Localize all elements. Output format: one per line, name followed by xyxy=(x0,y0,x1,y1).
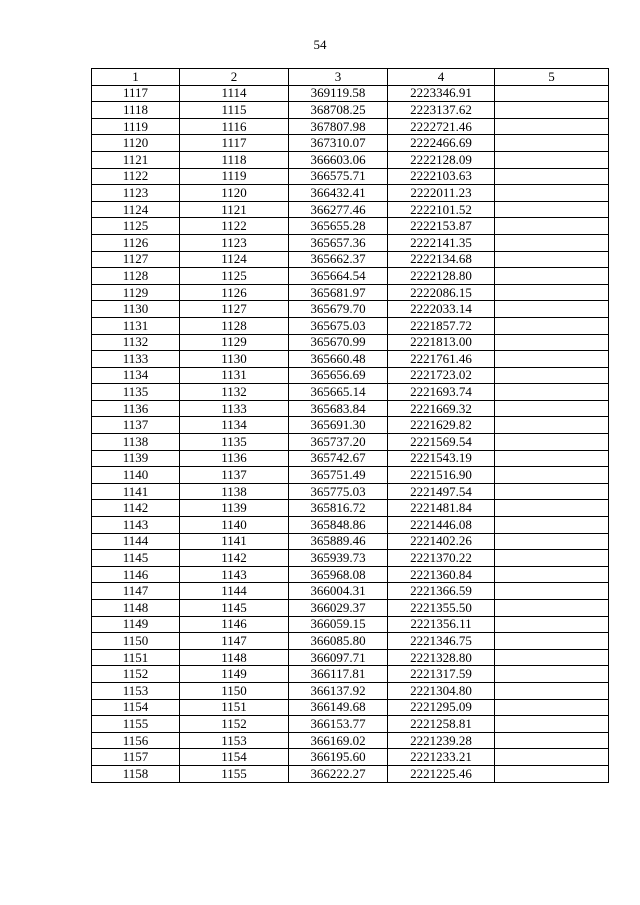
table-cell-col-1: 1129 xyxy=(92,284,180,301)
table-cell-col-3: 366004.31 xyxy=(289,583,388,600)
table-row xyxy=(92,102,609,119)
table-cell-col-5 xyxy=(495,151,609,168)
table-row xyxy=(92,234,609,251)
table-cell-col-5 xyxy=(495,135,609,152)
table-row xyxy=(92,268,609,285)
table-cell-col-2: 1129 xyxy=(180,334,289,351)
table-cell-col-1: 1126 xyxy=(92,234,180,251)
table-cell-col-4: 2221370.22 xyxy=(388,550,495,567)
table-cell-col-3: 365775.03 xyxy=(289,483,388,500)
table-cell-col-4: 2222134.68 xyxy=(388,251,495,268)
table-cell-col-2: 1154 xyxy=(180,749,289,766)
table-cell-col-2: 1135 xyxy=(180,434,289,451)
table-cell-col-2: 1131 xyxy=(180,367,289,384)
table-cell-col-3: 365664.54 xyxy=(289,268,388,285)
table-cell-col-4: 2223137.62 xyxy=(388,102,495,119)
table-row xyxy=(92,218,609,235)
table-cell-col-1: 1134 xyxy=(92,367,180,384)
table-cell-col-1: 1148 xyxy=(92,600,180,617)
table-cell-col-3: 365681.97 xyxy=(289,284,388,301)
table-cell-col-4: 2221497.54 xyxy=(388,483,495,500)
table-cell-col-5 xyxy=(495,218,609,235)
table-cell-col-4: 2222721.46 xyxy=(388,118,495,135)
table-row xyxy=(92,185,609,202)
table-cell-col-4: 2221328.80 xyxy=(388,649,495,666)
table-cell-col-4: 2221356.11 xyxy=(388,616,495,633)
table-cell-col-1: 1138 xyxy=(92,434,180,451)
column-header-4: 4 xyxy=(388,69,495,86)
table-cell-col-3: 365675.03 xyxy=(289,317,388,334)
table-cell-col-5 xyxy=(495,500,609,517)
table-cell-col-5 xyxy=(495,118,609,135)
table-cell-col-1: 1141 xyxy=(92,483,180,500)
table-cell-col-2: 1146 xyxy=(180,616,289,633)
table-row xyxy=(92,633,609,650)
table-cell-col-3: 365679.70 xyxy=(289,301,388,318)
table-cell-col-3: 365939.73 xyxy=(289,550,388,567)
table-row xyxy=(92,616,609,633)
table-cell-col-2: 1151 xyxy=(180,699,289,716)
table-cell-col-1: 1119 xyxy=(92,118,180,135)
table-cell-col-5 xyxy=(495,732,609,749)
table-cell-col-4: 2222128.80 xyxy=(388,268,495,285)
table-cell-col-1: 1157 xyxy=(92,749,180,766)
column-header-3: 3 xyxy=(289,69,388,86)
table-cell-col-2: 1122 xyxy=(180,218,289,235)
table-cell-col-2: 1144 xyxy=(180,583,289,600)
table-cell-col-4: 2221543.19 xyxy=(388,450,495,467)
table-cell-col-4: 2222103.63 xyxy=(388,168,495,185)
table-cell-col-1: 1149 xyxy=(92,616,180,633)
table-cell-col-4: 2221669.32 xyxy=(388,400,495,417)
table-cell-col-3: 365751.49 xyxy=(289,467,388,484)
table-cell-col-1: 1152 xyxy=(92,666,180,683)
table-row xyxy=(92,600,609,617)
table-row xyxy=(92,450,609,467)
table-cell-col-5 xyxy=(495,450,609,467)
table-cell-col-4: 2221402.26 xyxy=(388,533,495,550)
table-cell-col-2: 1123 xyxy=(180,234,289,251)
table-row xyxy=(92,467,609,484)
table-cell-col-3: 365662.37 xyxy=(289,251,388,268)
table-cell-col-2: 1147 xyxy=(180,633,289,650)
table-cell-col-1: 1142 xyxy=(92,500,180,517)
table-cell-col-2: 1132 xyxy=(180,384,289,401)
column-header-5: 5 xyxy=(495,69,609,86)
table-cell-col-2: 1127 xyxy=(180,301,289,318)
table-cell-col-1: 1118 xyxy=(92,102,180,119)
table-cell-col-4: 2221569.54 xyxy=(388,434,495,451)
table-cell-col-3: 365968.08 xyxy=(289,566,388,583)
table-cell-col-4: 2221366.59 xyxy=(388,583,495,600)
table-row xyxy=(92,367,609,384)
table-cell-col-2: 1142 xyxy=(180,550,289,567)
table-cell-col-4: 2221516.90 xyxy=(388,467,495,484)
table-cell-col-2: 1152 xyxy=(180,716,289,733)
column-header-1: 1 xyxy=(92,69,180,86)
table-cell-col-3: 365665.14 xyxy=(289,384,388,401)
table-cell-col-5 xyxy=(495,301,609,318)
table-cell-col-5 xyxy=(495,400,609,417)
table-cell-col-5 xyxy=(495,699,609,716)
table-cell-col-2: 1133 xyxy=(180,400,289,417)
table-row xyxy=(92,666,609,683)
table-cell-col-5 xyxy=(495,616,609,633)
table-cell-col-1: 1156 xyxy=(92,732,180,749)
table-cell-col-1: 1147 xyxy=(92,583,180,600)
table-cell-col-3: 367807.98 xyxy=(289,118,388,135)
table-cell-col-2: 1125 xyxy=(180,268,289,285)
table-cell-col-3: 365655.28 xyxy=(289,218,388,235)
table-cell-col-2: 1119 xyxy=(180,168,289,185)
table-cell-col-4: 2222153.87 xyxy=(388,218,495,235)
table-cell-col-1: 1144 xyxy=(92,533,180,550)
table-cell-col-1: 1131 xyxy=(92,317,180,334)
table-row xyxy=(92,334,609,351)
table-cell-col-1: 1136 xyxy=(92,400,180,417)
table-cell-col-4: 2222466.69 xyxy=(388,135,495,152)
table-row xyxy=(92,118,609,135)
table-cell-col-4: 2221446.08 xyxy=(388,517,495,534)
table-cell-col-1: 1158 xyxy=(92,765,180,782)
table-cell-col-3: 365683.84 xyxy=(289,400,388,417)
table-cell-col-1: 1128 xyxy=(92,268,180,285)
table-cell-col-4: 2221355.50 xyxy=(388,600,495,617)
table-cell-col-2: 1116 xyxy=(180,118,289,135)
table-cell-col-5 xyxy=(495,716,609,733)
table-row xyxy=(92,550,609,567)
table-cell-col-3: 366117.81 xyxy=(289,666,388,683)
table-cell-col-4: 2223346.91 xyxy=(388,85,495,102)
table-cell-col-2: 1115 xyxy=(180,102,289,119)
table-row xyxy=(92,417,609,434)
table-row xyxy=(92,284,609,301)
table-row xyxy=(92,351,609,368)
table-cell-col-2: 1121 xyxy=(180,201,289,218)
table-cell-col-5 xyxy=(495,666,609,683)
table-cell-col-3: 365848.86 xyxy=(289,517,388,534)
table-cell-col-2: 1130 xyxy=(180,351,289,368)
table-cell-col-1: 1140 xyxy=(92,467,180,484)
table-row xyxy=(92,765,609,782)
table-cell-col-3: 366222.27 xyxy=(289,765,388,782)
table-cell-col-5 xyxy=(495,234,609,251)
table-cell-col-1: 1154 xyxy=(92,699,180,716)
table-row xyxy=(92,151,609,168)
table-cell-col-2: 1137 xyxy=(180,467,289,484)
table-cell-col-4: 2221304.80 xyxy=(388,682,495,699)
table-row xyxy=(92,517,609,534)
table-cell-col-4: 2221693.74 xyxy=(388,384,495,401)
table-cell-col-1: 1146 xyxy=(92,566,180,583)
column-header-2: 2 xyxy=(180,69,289,86)
table-row xyxy=(92,135,609,152)
table-cell-col-3: 365670.99 xyxy=(289,334,388,351)
table-cell-col-3: 365737.20 xyxy=(289,434,388,451)
table-cell-col-1: 1117 xyxy=(92,85,180,102)
table-row xyxy=(92,483,609,500)
table-cell-col-4: 2222011.23 xyxy=(388,185,495,202)
table-cell-col-2: 1138 xyxy=(180,483,289,500)
coordinates-table xyxy=(91,68,609,783)
table-cell-col-4: 2221481.84 xyxy=(388,500,495,517)
table-cell-col-4: 2221813.00 xyxy=(388,334,495,351)
table-cell-col-5 xyxy=(495,649,609,666)
table-cell-col-3: 366277.46 xyxy=(289,201,388,218)
table-cell-col-1: 1139 xyxy=(92,450,180,467)
table-cell-col-1: 1121 xyxy=(92,151,180,168)
table-row xyxy=(92,583,609,600)
table-cell-col-4: 2221723.02 xyxy=(388,367,495,384)
table-cell-col-4: 2221239.28 xyxy=(388,732,495,749)
table-cell-col-5 xyxy=(495,533,609,550)
table-cell-col-2: 1120 xyxy=(180,185,289,202)
table-cell-col-2: 1140 xyxy=(180,517,289,534)
table-cell-col-1: 1145 xyxy=(92,550,180,567)
table-cell-col-5 xyxy=(495,268,609,285)
table-cell-col-3: 366059.15 xyxy=(289,616,388,633)
table-header-row xyxy=(92,69,609,86)
table-cell-col-1: 1137 xyxy=(92,417,180,434)
table-cell-col-5 xyxy=(495,467,609,484)
table-cell-col-2: 1128 xyxy=(180,317,289,334)
table-cell-col-5 xyxy=(495,682,609,699)
table-cell-col-4: 2222141.35 xyxy=(388,234,495,251)
table-row xyxy=(92,434,609,451)
table-cell-col-4: 2221233.21 xyxy=(388,749,495,766)
table-cell-col-3: 365691.30 xyxy=(289,417,388,434)
table-cell-col-4: 2221360.84 xyxy=(388,566,495,583)
table-cell-col-5 xyxy=(495,367,609,384)
table-cell-col-5 xyxy=(495,550,609,567)
table-cell-col-4: 2221225.46 xyxy=(388,765,495,782)
table-cell-col-5 xyxy=(495,85,609,102)
table-row xyxy=(92,749,609,766)
table-cell-col-3: 365657.36 xyxy=(289,234,388,251)
table-cell-col-2: 1141 xyxy=(180,533,289,550)
table-cell-col-4: 2221761.46 xyxy=(388,351,495,368)
table-row xyxy=(92,716,609,733)
table-cell-col-2: 1149 xyxy=(180,666,289,683)
table-row xyxy=(92,682,609,699)
table-cell-col-2: 1117 xyxy=(180,135,289,152)
table-cell-col-3: 366085.80 xyxy=(289,633,388,650)
table-cell-col-5 xyxy=(495,633,609,650)
table-cell-col-3: 366029.37 xyxy=(289,600,388,617)
table-cell-col-1: 1120 xyxy=(92,135,180,152)
table-cell-col-5 xyxy=(495,434,609,451)
table-cell-col-5 xyxy=(495,600,609,617)
table-cell-col-1: 1127 xyxy=(92,251,180,268)
table-cell-col-3: 366575.71 xyxy=(289,168,388,185)
table-cell-col-3: 366153.77 xyxy=(289,716,388,733)
table-cell-col-5 xyxy=(495,185,609,202)
table-cell-col-3: 365889.46 xyxy=(289,533,388,550)
table-cell-col-4: 2222128.09 xyxy=(388,151,495,168)
table-cell-col-3: 365816.72 xyxy=(289,500,388,517)
table-cell-col-1: 1130 xyxy=(92,301,180,318)
table-row xyxy=(92,168,609,185)
table-cell-col-5 xyxy=(495,201,609,218)
table-cell-col-3: 368708.25 xyxy=(289,102,388,119)
table-cell-col-3: 366149.68 xyxy=(289,699,388,716)
table-cell-col-3: 367310.07 xyxy=(289,135,388,152)
table-cell-col-1: 1143 xyxy=(92,517,180,534)
table-cell-col-3: 366137.92 xyxy=(289,682,388,699)
table-cell-col-2: 1124 xyxy=(180,251,289,268)
table-row xyxy=(92,201,609,218)
table-row xyxy=(92,85,609,102)
table-cell-col-1: 1153 xyxy=(92,682,180,699)
table-cell-col-4: 2221629.82 xyxy=(388,417,495,434)
table-cell-col-2: 1139 xyxy=(180,500,289,517)
table-cell-col-5 xyxy=(495,749,609,766)
table-body xyxy=(92,85,609,782)
table-cell-col-3: 365742.67 xyxy=(289,450,388,467)
table-cell-col-2: 1150 xyxy=(180,682,289,699)
table-cell-col-5 xyxy=(495,284,609,301)
table-cell-col-1: 1125 xyxy=(92,218,180,235)
table-cell-col-4: 2221317.59 xyxy=(388,666,495,683)
table-cell-col-5 xyxy=(495,102,609,119)
table-cell-col-1: 1133 xyxy=(92,351,180,368)
table-cell-col-4: 2222101.52 xyxy=(388,201,495,218)
table-cell-col-2: 1136 xyxy=(180,450,289,467)
table-row xyxy=(92,251,609,268)
table-cell-col-2: 1145 xyxy=(180,600,289,617)
table-cell-col-1: 1150 xyxy=(92,633,180,650)
table-cell-col-1: 1132 xyxy=(92,334,180,351)
table-row xyxy=(92,301,609,318)
table-cell-col-4: 2221346.75 xyxy=(388,633,495,650)
table-row xyxy=(92,400,609,417)
table-cell-col-2: 1155 xyxy=(180,765,289,782)
table-cell-col-3: 366432.41 xyxy=(289,185,388,202)
table-cell-col-4: 2221857.72 xyxy=(388,317,495,334)
table-cell-col-3: 365656.69 xyxy=(289,367,388,384)
table-cell-col-5 xyxy=(495,517,609,534)
table-cell-col-3: 366195.60 xyxy=(289,749,388,766)
table-row xyxy=(92,699,609,716)
table-row xyxy=(92,566,609,583)
table-cell-col-4: 2222086.15 xyxy=(388,284,495,301)
table-cell-col-2: 1114 xyxy=(180,85,289,102)
table-cell-col-2: 1118 xyxy=(180,151,289,168)
table-cell-col-2: 1153 xyxy=(180,732,289,749)
table-cell-col-4: 2221258.81 xyxy=(388,716,495,733)
table-cell-col-3: 366603.06 xyxy=(289,151,388,168)
table-cell-col-5 xyxy=(495,765,609,782)
table-cell-col-1: 1135 xyxy=(92,384,180,401)
table-cell-col-1: 1151 xyxy=(92,649,180,666)
table-cell-col-5 xyxy=(495,483,609,500)
table-cell-col-2: 1134 xyxy=(180,417,289,434)
table-cell-col-5 xyxy=(495,317,609,334)
table-cell-col-2: 1148 xyxy=(180,649,289,666)
table-cell-col-3: 369119.58 xyxy=(289,85,388,102)
table-cell-col-5 xyxy=(495,251,609,268)
table-cell-col-2: 1143 xyxy=(180,566,289,583)
table-row xyxy=(92,533,609,550)
table-row xyxy=(92,500,609,517)
table-cell-col-5 xyxy=(495,417,609,434)
table-cell-col-3: 366169.02 xyxy=(289,732,388,749)
table-row xyxy=(92,649,609,666)
table-cell-col-5 xyxy=(495,168,609,185)
table-row xyxy=(92,384,609,401)
table-cell-col-4: 2221295.09 xyxy=(388,699,495,716)
table-row xyxy=(92,317,609,334)
table-cell-col-5 xyxy=(495,566,609,583)
table-cell-col-1: 1122 xyxy=(92,168,180,185)
table-cell-col-1: 1155 xyxy=(92,716,180,733)
table-cell-col-1: 1124 xyxy=(92,201,180,218)
table-cell-col-5 xyxy=(495,351,609,368)
table-cell-col-5 xyxy=(495,384,609,401)
table-cell-col-5 xyxy=(495,583,609,600)
table-row xyxy=(92,732,609,749)
table-cell-col-4: 2222033.14 xyxy=(388,301,495,318)
table-cell-col-2: 1126 xyxy=(180,284,289,301)
table-cell-col-1: 1123 xyxy=(92,185,180,202)
table-cell-col-3: 365660.48 xyxy=(289,351,388,368)
page-number: 54 xyxy=(313,37,327,52)
table-cell-col-3: 366097.71 xyxy=(289,649,388,666)
table-cell-col-5 xyxy=(495,334,609,351)
